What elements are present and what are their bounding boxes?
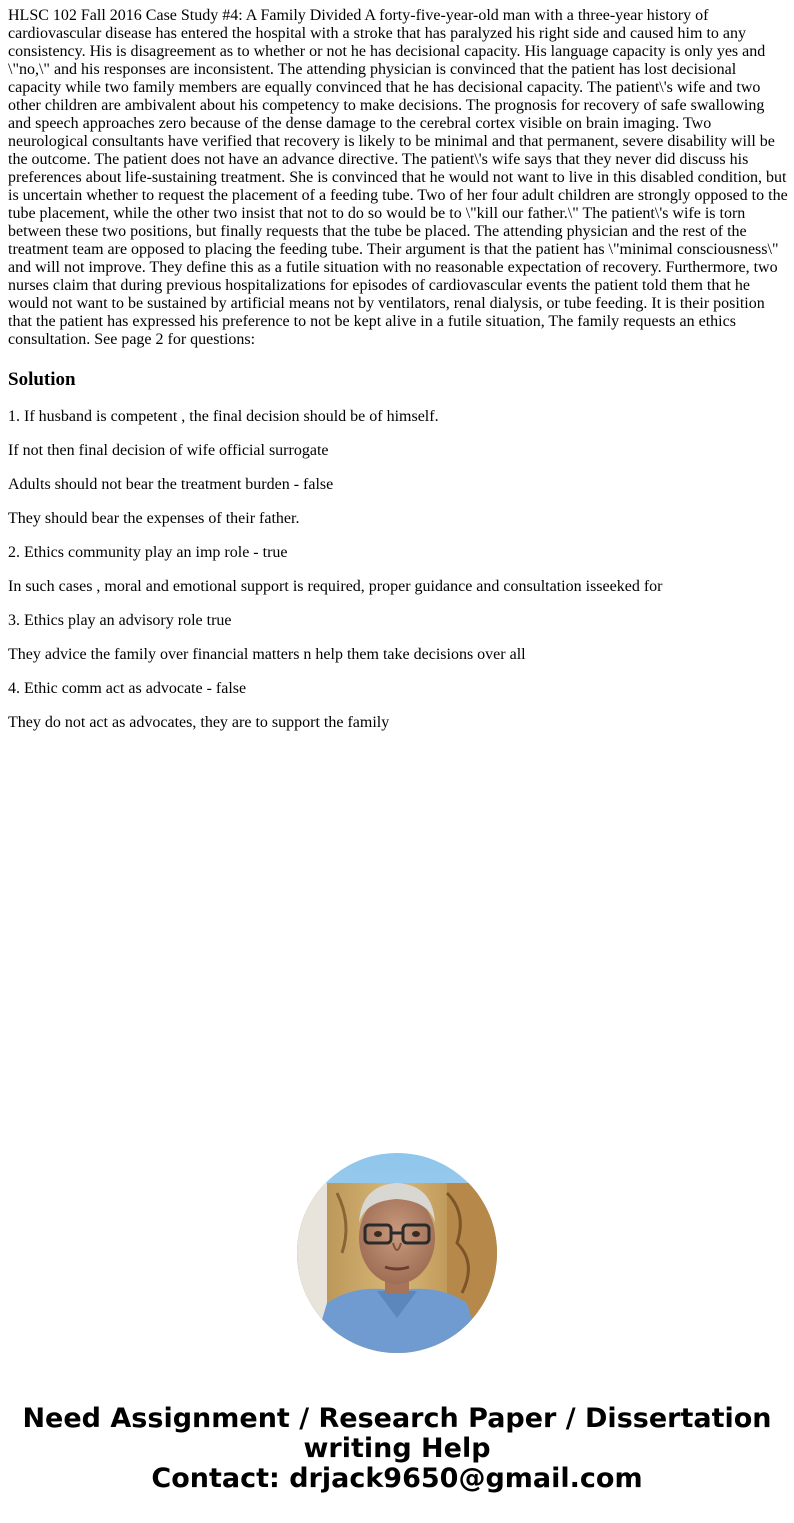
answer-line: If not then final decision of wife official surrogate bbox=[8, 442, 329, 459]
answer-line: Adults should not bear the treatment burden - false bbox=[8, 476, 334, 493]
answer-line: 2. Ethics community play an imp role - true bbox=[8, 544, 288, 561]
solution-answers bbox=[8, 408, 788, 748]
answer-line: 4. Ethic comm act as advocate - false bbox=[8, 680, 247, 697]
promo-contact: Contact: drjack9650@gmail.com bbox=[151, 1463, 643, 1494]
answer-line: 3. Ethics play an advisory role true bbox=[8, 612, 232, 629]
promo-banner bbox=[0, 1404, 794, 1494]
answer-line: They advice the family over financial matters n help them take decisions over all bbox=[8, 646, 526, 663]
solution-heading: Solution bbox=[8, 369, 76, 390]
case-study-text: HLSC 102 Fall 2016 Case Study #4: A Family Divided A forty-five-year-old man with a three-year history of cardiovascular disease has entered the hospital with a stroke that has paralyzed his right side and caused him to any consistency. His is disagreement as to whether or not he has decisional capacity. His language capacity is only yes and \"no,\" and his responses are inconsistent. The attending physician is convinced that the patient has lost decisional capacity while two family members are equally convinced that he has decisional capacity. The patient\'s wife and two other children are ambivalent about his competency to make decisions. The prognosis for recovery of safe swallowing and speech approaches zero because of the dense damage to the cerebral cortex visible on brain imaging. Two neurological consultants have verified that recovery is likely to be minimal and that permanent, severe disability will be the outcome. The patient does not have an advance directive. The patient\'s wife says that they never did discuss his preferences about life-sustaining treatment. She is convinced that he would not want to live in this disabled condition, but is uncertain whether to request the placement of a feeding tube. Two of her four adult children are strongly opposed to the tube placement, while the other two insist that not to do so would be to \"kill our father.\" The patient\'s wife is torn between these two positions, but finally requests that the tube be placed. The attending physician and the rest of the treatment team are opposed to placing the feeding tube. Their argument is that the patient has \"minimal consciousness\" and will not improve. They define this as a futile situation with no reasonable expectation of recovery. Furthermore, two nurses claim that during previous hospitalizations for episodes of cardiovascular events the patient told them that he would not want to be sustained by artificial means not by ventilators, renal dialysis, or tube feeding. It is their position that the patient has expressed his preference to not be kept alive in a futile situation, The family requests an ethics consultation. See page 2 for questions: bbox=[8, 7, 788, 348]
answer-line: They should bear the expenses of their father. bbox=[8, 510, 300, 527]
answer-line: In such cases , moral and emotional support is required, proper guidance and consultation isseeked for bbox=[8, 578, 663, 595]
answer-line: 1. If husband is competent , the final decision should be of himself. bbox=[8, 408, 439, 425]
avatar bbox=[297, 1153, 497, 1353]
answer-line: They do not act as advocates, they are to support the family bbox=[8, 714, 390, 731]
promo-line: Need Assignment / Research Paper / Dissertation bbox=[22, 1403, 772, 1434]
promo-line: writing Help bbox=[303, 1433, 491, 1464]
avatar-portrait bbox=[297, 1153, 497, 1353]
